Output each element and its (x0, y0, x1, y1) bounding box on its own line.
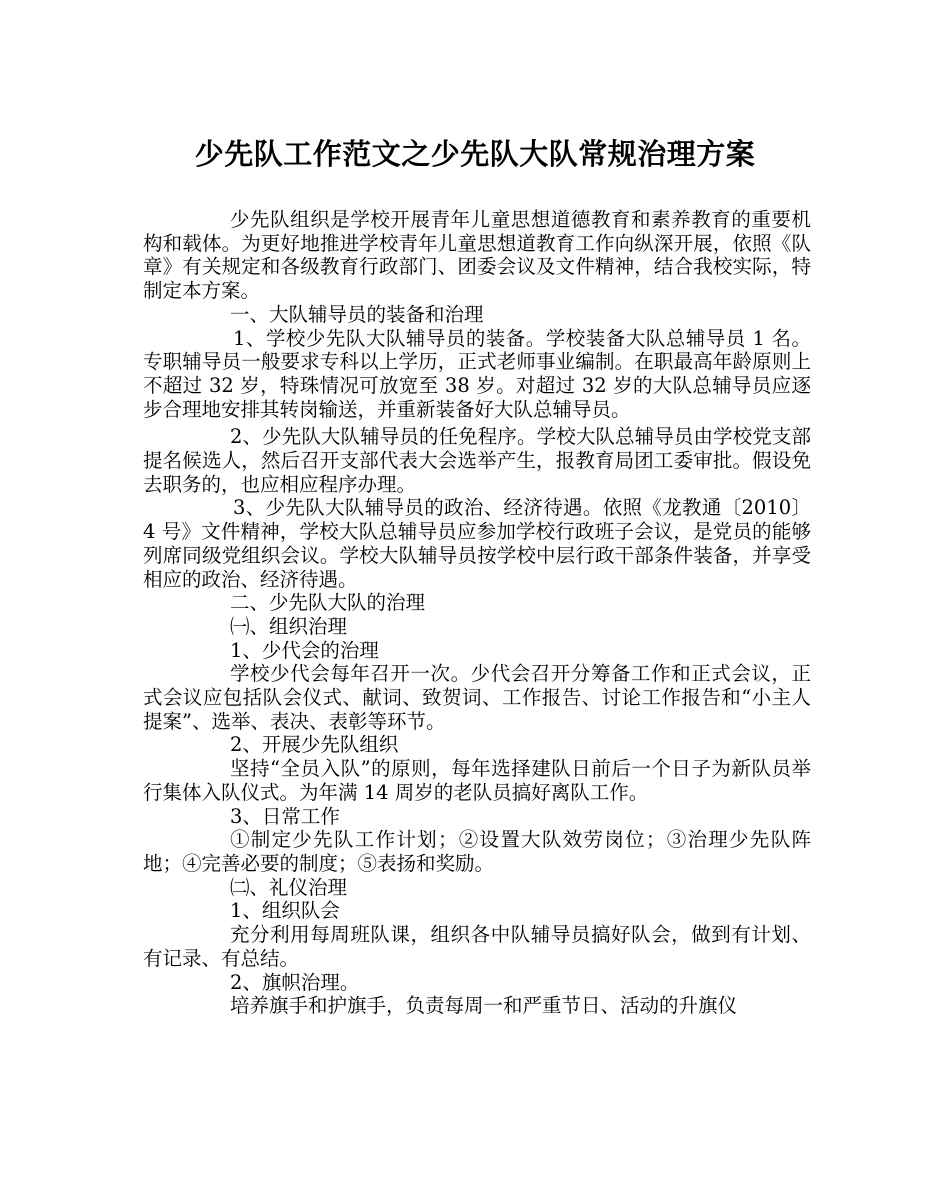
paragraph-1-1: 1、学校少先队大队辅导员的装备。学校装备大队总辅导员 1 名。专职辅导员一般要求专科以上学历，正式老师事业编制。在职最高年龄原则上不超过 32 岁，特珠情况可放宽至 38 岁。对超过 32 岁的大队总辅导员应逐步合理地安排其转岗输送，并重新装备好大队总辅导员。 (143, 326, 811, 421)
section-heading-1: 一、大队辅导员的装备和治理 (230, 302, 484, 326)
paragraph-organization: 坚持“全员入队”的原则，每年选择建队日前后一个日子为新队员举行集体入队仪式。为年满 14 周岁的老队员搞好离队工作。 (143, 757, 811, 804)
paragraph-congress: 学校少代会每年召开一次。少代会召开分筹备工作和正式会议，正式会议应包括队会仪式、献词、致贺词、工作报告、讨论工作报告和“小主人提案”、选举、表决、表彰等环节。 (143, 662, 811, 733)
paragraph-flag: 培养旗手和护旗手，负责每周一和严重节日、活动的升旗仪 (230, 994, 738, 1018)
paragraph-team-meeting: 充分利用每周班队课，组织各中队辅导员搞好队会，做到有计划、有记录、有总结。 (143, 923, 811, 970)
section-heading-2: 二、少先队大队的治理 (230, 591, 426, 615)
paragraph-1-2: 2、少先队大队辅导员的任免程序。学校大队总辅导员由学校党支部提名候选人，然后召开支部代表大会选举产生，报教育局团工委审批。假设免去职务的，也应相应程序办理。 (143, 425, 811, 496)
subsection-heading-etiquette: ㈡、礼仪治理 (230, 875, 348, 899)
paragraph-daily-work: ①制定少先队工作计划；②设置大队效劳岗位；③治理少先队阵地；④完善必要的制度；⑤表扬和奖励。 (143, 828, 811, 875)
document-body (143, 208, 811, 1018)
item-heading-team-meeting: 1、组织队会 (230, 899, 340, 923)
item-heading-flag: 2、旗帜治理。 (230, 970, 360, 994)
subsection-heading-organization: ㈠、组织治理 (230, 614, 348, 638)
paragraph-intro: 少先队组织是学校开展青年儿童思想道德教育和素养教育的重要机构和载体。为更好地推进学校青年儿童思想道教育工作向纵深开展，依照《队章》有关规定和各级教育行政部门、团委会议及文件精神，结合我校实际，特制定本方案。 (143, 208, 811, 303)
document-title: 少先队工作范文之少先队大队常规治理方案 (194, 137, 756, 171)
paragraph-1-3: 3、少先队大队辅导员的政治、经济待遇。依照《龙教通〔2010〕4 号》文件精神，学校大队总辅导员应参加学校行政班子会议，是党员的能够列席同级党组织会议。学校大队辅导员按学校中层行政干部条件装备，并享受相应的政治、经济待遇。 (143, 496, 811, 591)
item-heading-daily-work: 3、日常工作 (230, 804, 340, 828)
item-heading-organization: 2、开展少先队组织 (230, 733, 399, 757)
item-heading-congress: 1、少代会的治理 (230, 638, 379, 662)
